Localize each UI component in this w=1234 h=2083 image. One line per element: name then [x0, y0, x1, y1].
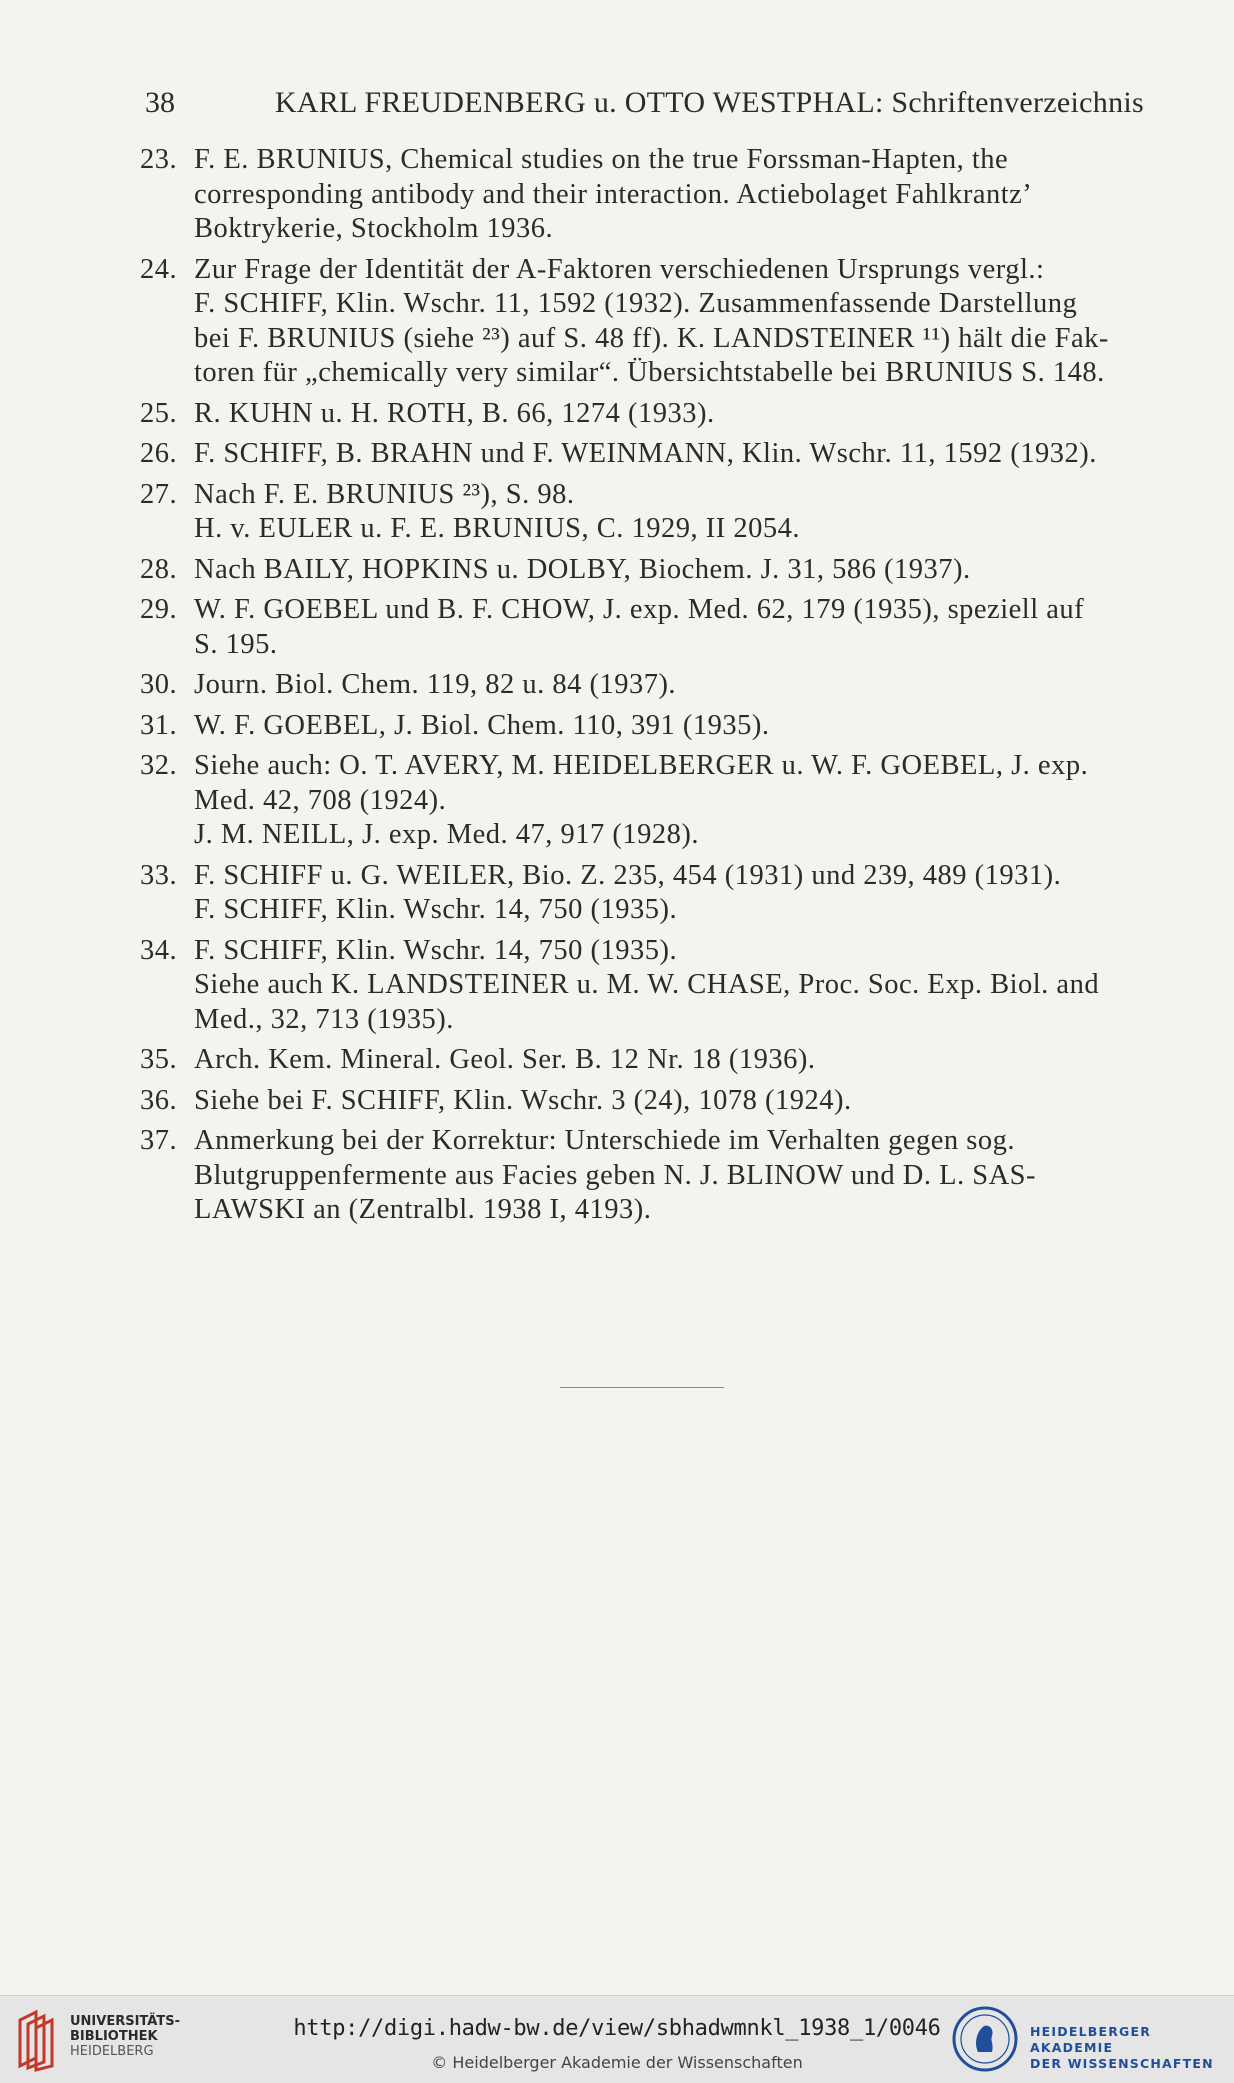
- reference-line: toren für „chemically very similar“. Übersichtstabelle bei BRUNIUS S. 148.: [194, 357, 1105, 388]
- reference-line: W. F. GOEBEL und B. F. CHOW, J. exp. Med. 62, 179 (1935), speziell auf: [194, 594, 1085, 625]
- reference-number: 34.: [140, 934, 178, 966]
- academy-name-line2: DER WISSENSCHAFTEN: [1030, 2056, 1214, 2071]
- reference-line: corresponding antibody and their interaction. Actiebolaget Fahlkrantz’: [194, 178, 1033, 210]
- reference-item: [140, 934, 1145, 1038]
- library-name-line3: HEIDELBERG: [70, 2044, 154, 2059]
- page-number: 38: [145, 86, 175, 119]
- reference-number: 25.: [140, 397, 178, 429]
- reference-line: Siehe auch: O. T. AVERY, M. HEIDELBERGER u. W. F. GOEBEL, J. exp.: [194, 750, 1089, 781]
- reference-line: W. F. GOEBEL, J. Biol. Chem. 110, 391 (1935).: [194, 709, 770, 741]
- reference-number: 35.: [140, 1044, 178, 1075]
- reference-line: F. SCHIFF, B. BRAHN und F. WEINMANN, Klin. Wschr. 11, 1592 (1932).: [194, 438, 1097, 469]
- reference-number: 28.: [140, 553, 178, 585]
- reference-line: bei F. BRUNIUS (siehe ²³) auf S. 48 ff). K. LANDSTEINER ¹¹) hält die Fak-: [194, 322, 1109, 354]
- reference-line: F. E. BRUNIUS, Chemical studies on the true Forssman-Hapten, the: [194, 144, 1009, 175]
- reference-number: 33.: [140, 859, 178, 891]
- reference-line: H. v. EULER u. F. E. BRUNIUS, C. 1929, II 2054.: [194, 513, 800, 544]
- reference-line: Zur Frage der Identität der A-Faktoren verschiedenen Ursprungs vergl.:: [194, 253, 1045, 285]
- end-rule: [560, 1387, 724, 1388]
- academy-seal-icon: [950, 2004, 1020, 2074]
- copyright-notice: © Heidelberger Akademie der Wissenschaften: [431, 2053, 803, 2072]
- reference-number: 29.: [140, 594, 178, 625]
- library-name-line1: UNIVERSITÄTS-: [70, 2014, 180, 2029]
- reference-line: R. KUHN u. H. ROTH, B. 66, 1274 (1933).: [194, 397, 715, 429]
- academy-name-line1: HEIDELBERGER AKADEMIE: [1030, 2024, 1152, 2055]
- reference-line: F. SCHIFF u. G. WEILER, Bio. Z. 235, 454 (1931) und 239, 489 (1931).: [194, 859, 1062, 891]
- reference-line: J. M. NEILL, J. exp. Med. 47, 917 (1928).: [194, 819, 699, 850]
- reference-number: 26.: [140, 438, 178, 469]
- reference-item: [140, 143, 1145, 247]
- reference-item: [140, 437, 1145, 472]
- reference-item: [140, 1124, 1145, 1228]
- reference-line: Med., 32, 713 (1935).: [194, 1003, 454, 1035]
- reference-item: [140, 1084, 1145, 1119]
- permalink-url[interactable]: http://digi.hadw-bw.de/view/sbhadwmnkl_1938_1/0046: [293, 2016, 941, 2041]
- reference-item: [140, 478, 1145, 547]
- reference-item: [140, 709, 1145, 744]
- reference-number: 30.: [140, 669, 178, 700]
- page-header: [145, 86, 1144, 126]
- reference-number: 27.: [140, 478, 178, 510]
- reference-item: [140, 668, 1145, 703]
- reference-line: F. SCHIFF, Klin. Wschr. 14, 750 (1935).: [194, 894, 678, 925]
- reference-item: [140, 397, 1145, 432]
- reference-item: [140, 593, 1145, 662]
- reference-item: [140, 553, 1145, 588]
- reference-line: Nach BAILY, HOPKINS u. DOLBY, Biochem. J. 31, 586 (1937).: [194, 553, 971, 585]
- reference-number: 36.: [140, 1084, 178, 1116]
- reference-line: Med. 42, 708 (1924).: [194, 784, 447, 816]
- reference-number: 37.: [140, 1125, 178, 1156]
- reference-line: Nach F. E. BRUNIUS ²³), S. 98.: [194, 478, 575, 510]
- reference-item: [140, 1043, 1145, 1078]
- reference-number: 23.: [140, 144, 178, 175]
- reference-number: 32.: [140, 750, 178, 781]
- reference-line: F. SCHIFF, Klin. Wschr. 11, 1592 (1932). Zusammenfassende Darstellung: [194, 288, 1078, 319]
- reference-line: Journ. Biol. Chem. 119, 82 u. 84 (1937).: [194, 669, 677, 700]
- reference-line: Blutgruppenfermente aus Facies geben N. J. BLINOW und D. L. SAS-: [194, 1159, 1036, 1191]
- reference-item: [140, 859, 1145, 928]
- academy-name: [1030, 2024, 1234, 2072]
- reference-line: Siehe auch K. LANDSTEINER u. M. W. CHASE, Proc. Soc. Exp. Biol. and: [194, 969, 1100, 1000]
- reference-line: F. SCHIFF, Klin. Wschr. 14, 750 (1935).: [194, 934, 678, 966]
- running-title: KARL FREUDENBERG u. OTTO WESTPHAL: Schriftenverzeichnis: [274, 86, 1144, 119]
- reference-number: 31.: [140, 709, 178, 741]
- reference-line: LAWSKI an (Zentralbl. 1938 I, 4193).: [194, 1194, 652, 1225]
- footer-bar: [0, 1995, 1234, 2083]
- reference-number: 24.: [140, 253, 178, 285]
- reference-list: [140, 143, 1145, 1234]
- reference-item: [140, 749, 1145, 853]
- library-name-line2: BIBLIOTHEK: [70, 2029, 158, 2044]
- reference-item: [140, 253, 1145, 391]
- reference-line: Siehe bei F. SCHIFF, Klin. Wschr. 3 (24), 1078 (1924).: [194, 1084, 852, 1116]
- reference-line: Anmerkung bei der Korrektur: Unterschiede im Verhalten gegen sog.: [194, 1125, 1016, 1156]
- reference-line: Arch. Kem. Mineral. Geol. Ser. B. 12 Nr. 18 (1936).: [194, 1044, 816, 1075]
- reference-line: S. 195.: [194, 628, 278, 660]
- reference-line: Boktrykerie, Stockholm 1936.: [194, 213, 554, 244]
